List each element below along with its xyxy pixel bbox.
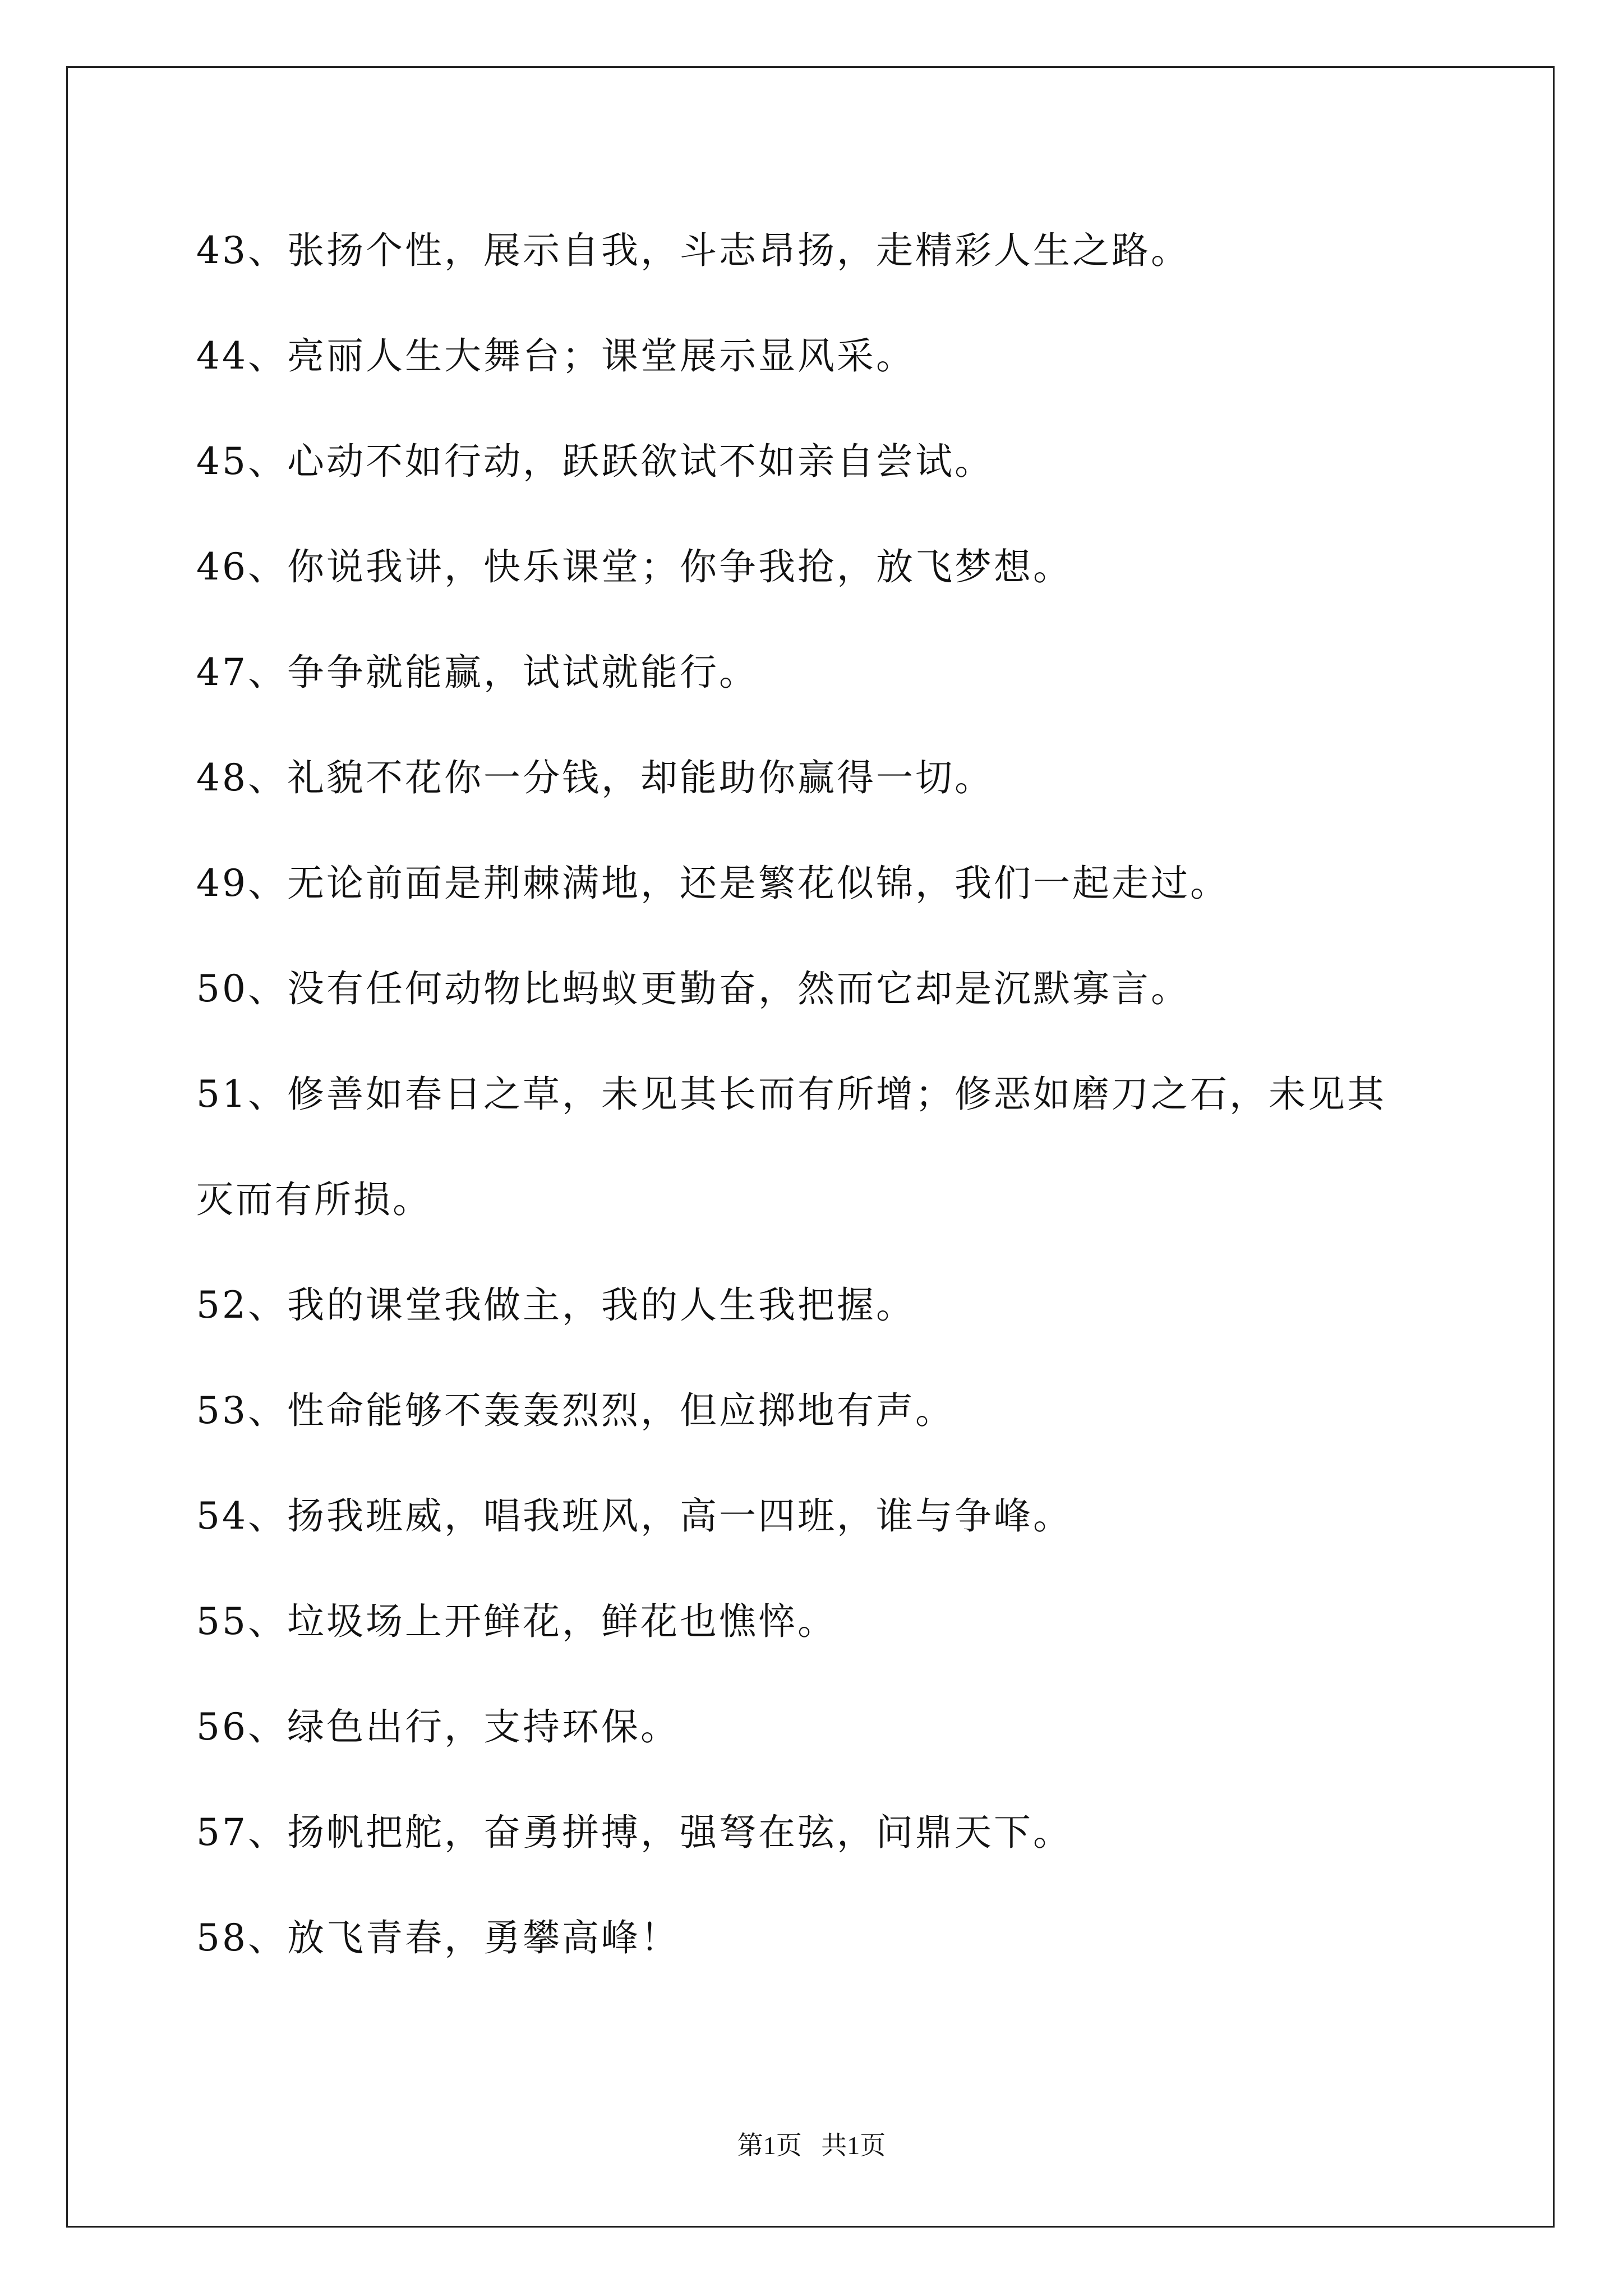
- slogan-51-continued: 灭而有所损。: [196, 1178, 432, 1221]
- slogan-43: 43、张扬个性，展示自我，斗志昂扬，走精彩人生之路。: [196, 229, 1190, 272]
- slogan-47: 47、争争就能赢，试试就能行。: [196, 651, 758, 694]
- slogan-58: 58、放飞青春，勇攀高峰！: [196, 1916, 680, 1959]
- slogan-52: 52、我的课堂我做主，我的人生我把握。: [196, 1283, 915, 1327]
- slogan-49: 49、无论前面是荆棘满地，还是繁花似锦，我们一起走过。: [196, 862, 1229, 905]
- slogan-54: 54、扬我班威，唱我班风，高一四班，谁与争峰。: [196, 1494, 1072, 1538]
- slogan-45: 45、心动不如行动，跃跃欲试不如亲自尝试。: [196, 440, 994, 483]
- slogan-46: 46、你说我讲，快乐课堂；你争我抢，放飞梦想。: [196, 545, 1072, 588]
- document-body: [196, 222, 1458, 2014]
- slogan-51: 51、修善如春日之草，未见其长而有所增；修恶如磨刀之石，未见其: [196, 1073, 1386, 1116]
- slogan-55: 55、垃圾场上开鲜花，鲜花也憔悴。: [196, 1600, 837, 1643]
- slogan-53: 53、性命能够不轰轰烈烈，但应掷地有声。: [196, 1389, 955, 1432]
- page-number-footer: 第1页 共1页: [737, 2131, 886, 2160]
- slogan-44: 44、亮丽人生大舞台；课堂展示显风采。: [196, 334, 915, 378]
- slogan-50: 50、没有任何动物比蚂蚁更勤奋，然而它却是沉默寡言。: [196, 967, 1190, 1010]
- slogan-57: 57、扬帆把舵，奋勇拼搏，强弩在弦，问鼎天下。: [196, 1811, 1072, 1854]
- slogan-56: 56、绿色出行，支持环保。: [196, 1705, 680, 1749]
- slogan-48: 48、礼貌不花你一分钱，却能助你赢得一切。: [196, 756, 994, 799]
